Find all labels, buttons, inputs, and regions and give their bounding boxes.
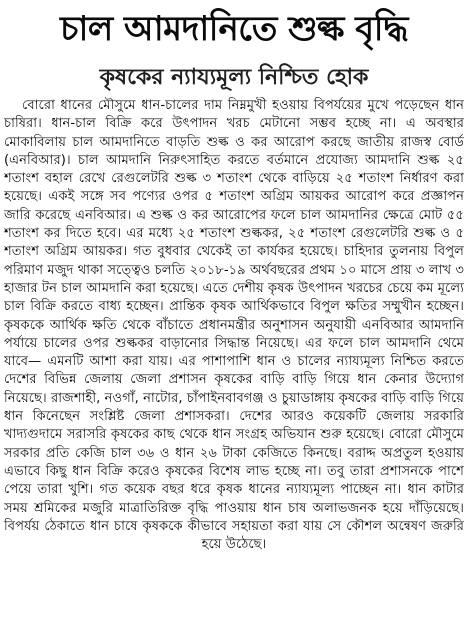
- subheadline: কৃষকের ন্যায্যমূল্য নিশ্চিত হোক: [99, 65, 369, 90]
- headline: চাল আমদানিতে শুল্ক বৃদ্ধি: [60, 9, 408, 49]
- article-body: বোরো ধানের মৌসুমে ধান-চালের দাম নিম্নমুখী হওয়ায় বিপর্যয়ের মুখে পড়েছেন ধান চাষিরা। ধান-চাল বিক্রি করে উৎপাদন খরচ মেটানো সম্ভব হচ্ছে না। এ অবস্থার মোকাবিলায় চাল আমদানিতে বাড়তি শুল্ক ও কর আরোপ করছে জাতীয় রাজস্ব বোর্ড (এনবিআর)। চাল আমদানি নিরুৎসাহিত করতে বর্তমানে প্রযোজ্য আমদানি শুল্ক ২৫ শতাংশ বহাল রেখে রেগুলেটরি শুল্ক ৩ শতাংশ থেকে বাড়িয়ে ২৫ শতাংশ নির্ধারণ করা হয়েছে। একই সঙ্গে সব পণ্যের ওপর ৫ শতাংশ অগ্রিম আয়কর আরোপ করে প্রজ্ঞাপন জারি করেছে এনবিআর। এ শুল্ক ও কর আরোপের ফলে চাল আমদানির ক্ষেত্রে মোট ৫৫ শতাংশ কর দিতে হবে। এর মধ্যে ২৫ শতাংশ শুল্ককর, ২৫ শতাংশ রেগুলেটরি শুল্ক ও ৫ শতাংশ অগ্রিম আয়কর। গত বুধবার থেকেই তা কার্যকর হয়েছে। চাহিদার তুলনায় বিপুল পরিমাণ মজুদ থাকা সত্ত্বেও চলতি ২০১৮-১৯ অর্থবছরের প্রথম ১০ মাসে প্রায় ৩ লাখ ৩ হাজার টন চাল আমদানি করা হয়েছে। এতে দেশীয় কৃষক উৎপাদন খরচের চেয়ে কম মূল্যে চাল বিক্রি করতে বাধ্য হচ্ছেন। প্রান্তিক কৃষক আর্থিকভাবে বিপুল ক্ষতির সম্মুখীন হচ্ছেন। কৃষককে আর্থিক ক্ষতি থেকে বাঁচাতে প্রধানমন্ত্রীর অনুশাসন অনুযায়ী এনবিআর আমদানি পর্যায়ে চালের ওপর শুল্ককর বাড়ানোর সিদ্ধান্ত নিয়েছে। এর ফলে চাল আমদানি থেমে যাবে— এমনটি আশা করা যায়। এর পাশাপাশি ধান ও চালের ন্যায্যমূল্য নিশ্চিত করতে দেশের বিভিন্ন জেলায় জেলা প্রশাসন কৃষকের বাড়ি বাড়ি গিয়ে ধান কেনার উদ্যোগ নিয়েছে। রাজশাহী, নওগাঁ, নাটোর, চাঁপাইনবাবগঞ্জ ও চুয়াডাঙ্গায় কৃষকের বাড়ি বাড়ি গিয়ে ধান কিনেছেন সংশ্লিষ্ট জেলা প্রশাসকরা। দেশের আরও কয়েকটি জেলায় সরকারি খাদ্যগুদামে সরাসরি কৃষকের কাছ থেকে ধান সংগ্রহ অভিযান শুরু হয়েছে। বোরো মৌসুমে সরকার প্রতি কেজি চাল ৩৬ ও ধান ২৬ টাকা কেজিতে কিনছে। বরাদ্দ অপ্রতুল হওয়ায় এভাবে কিছু ধান বিক্রি করেও কৃষকের বিশেষ লাভ হচ্ছে না। তবু তারা প্রশাসনকে পাশে পেয়ে তারা খুশি। গত কয়েক বছর ধরে কৃষক ধানের ন্যায্যমূল্য পাচ্ছেন না। ধান কাটার সময় শ্রমিকের মজুরি মাত্রাতিরিক্ত বৃদ্ধি পাওয়ায় ধান চাষ অলাভজনক হয়ে দাঁড়িয়েছে। বিপর্যয় ঠেকাতে ধান চাষে কৃষককে কীভাবে সহায়তা করা যায় সে কৌশল অন্বেষণ জরুরি হয়ে উঠেছে।: [4, 98, 464, 553]
